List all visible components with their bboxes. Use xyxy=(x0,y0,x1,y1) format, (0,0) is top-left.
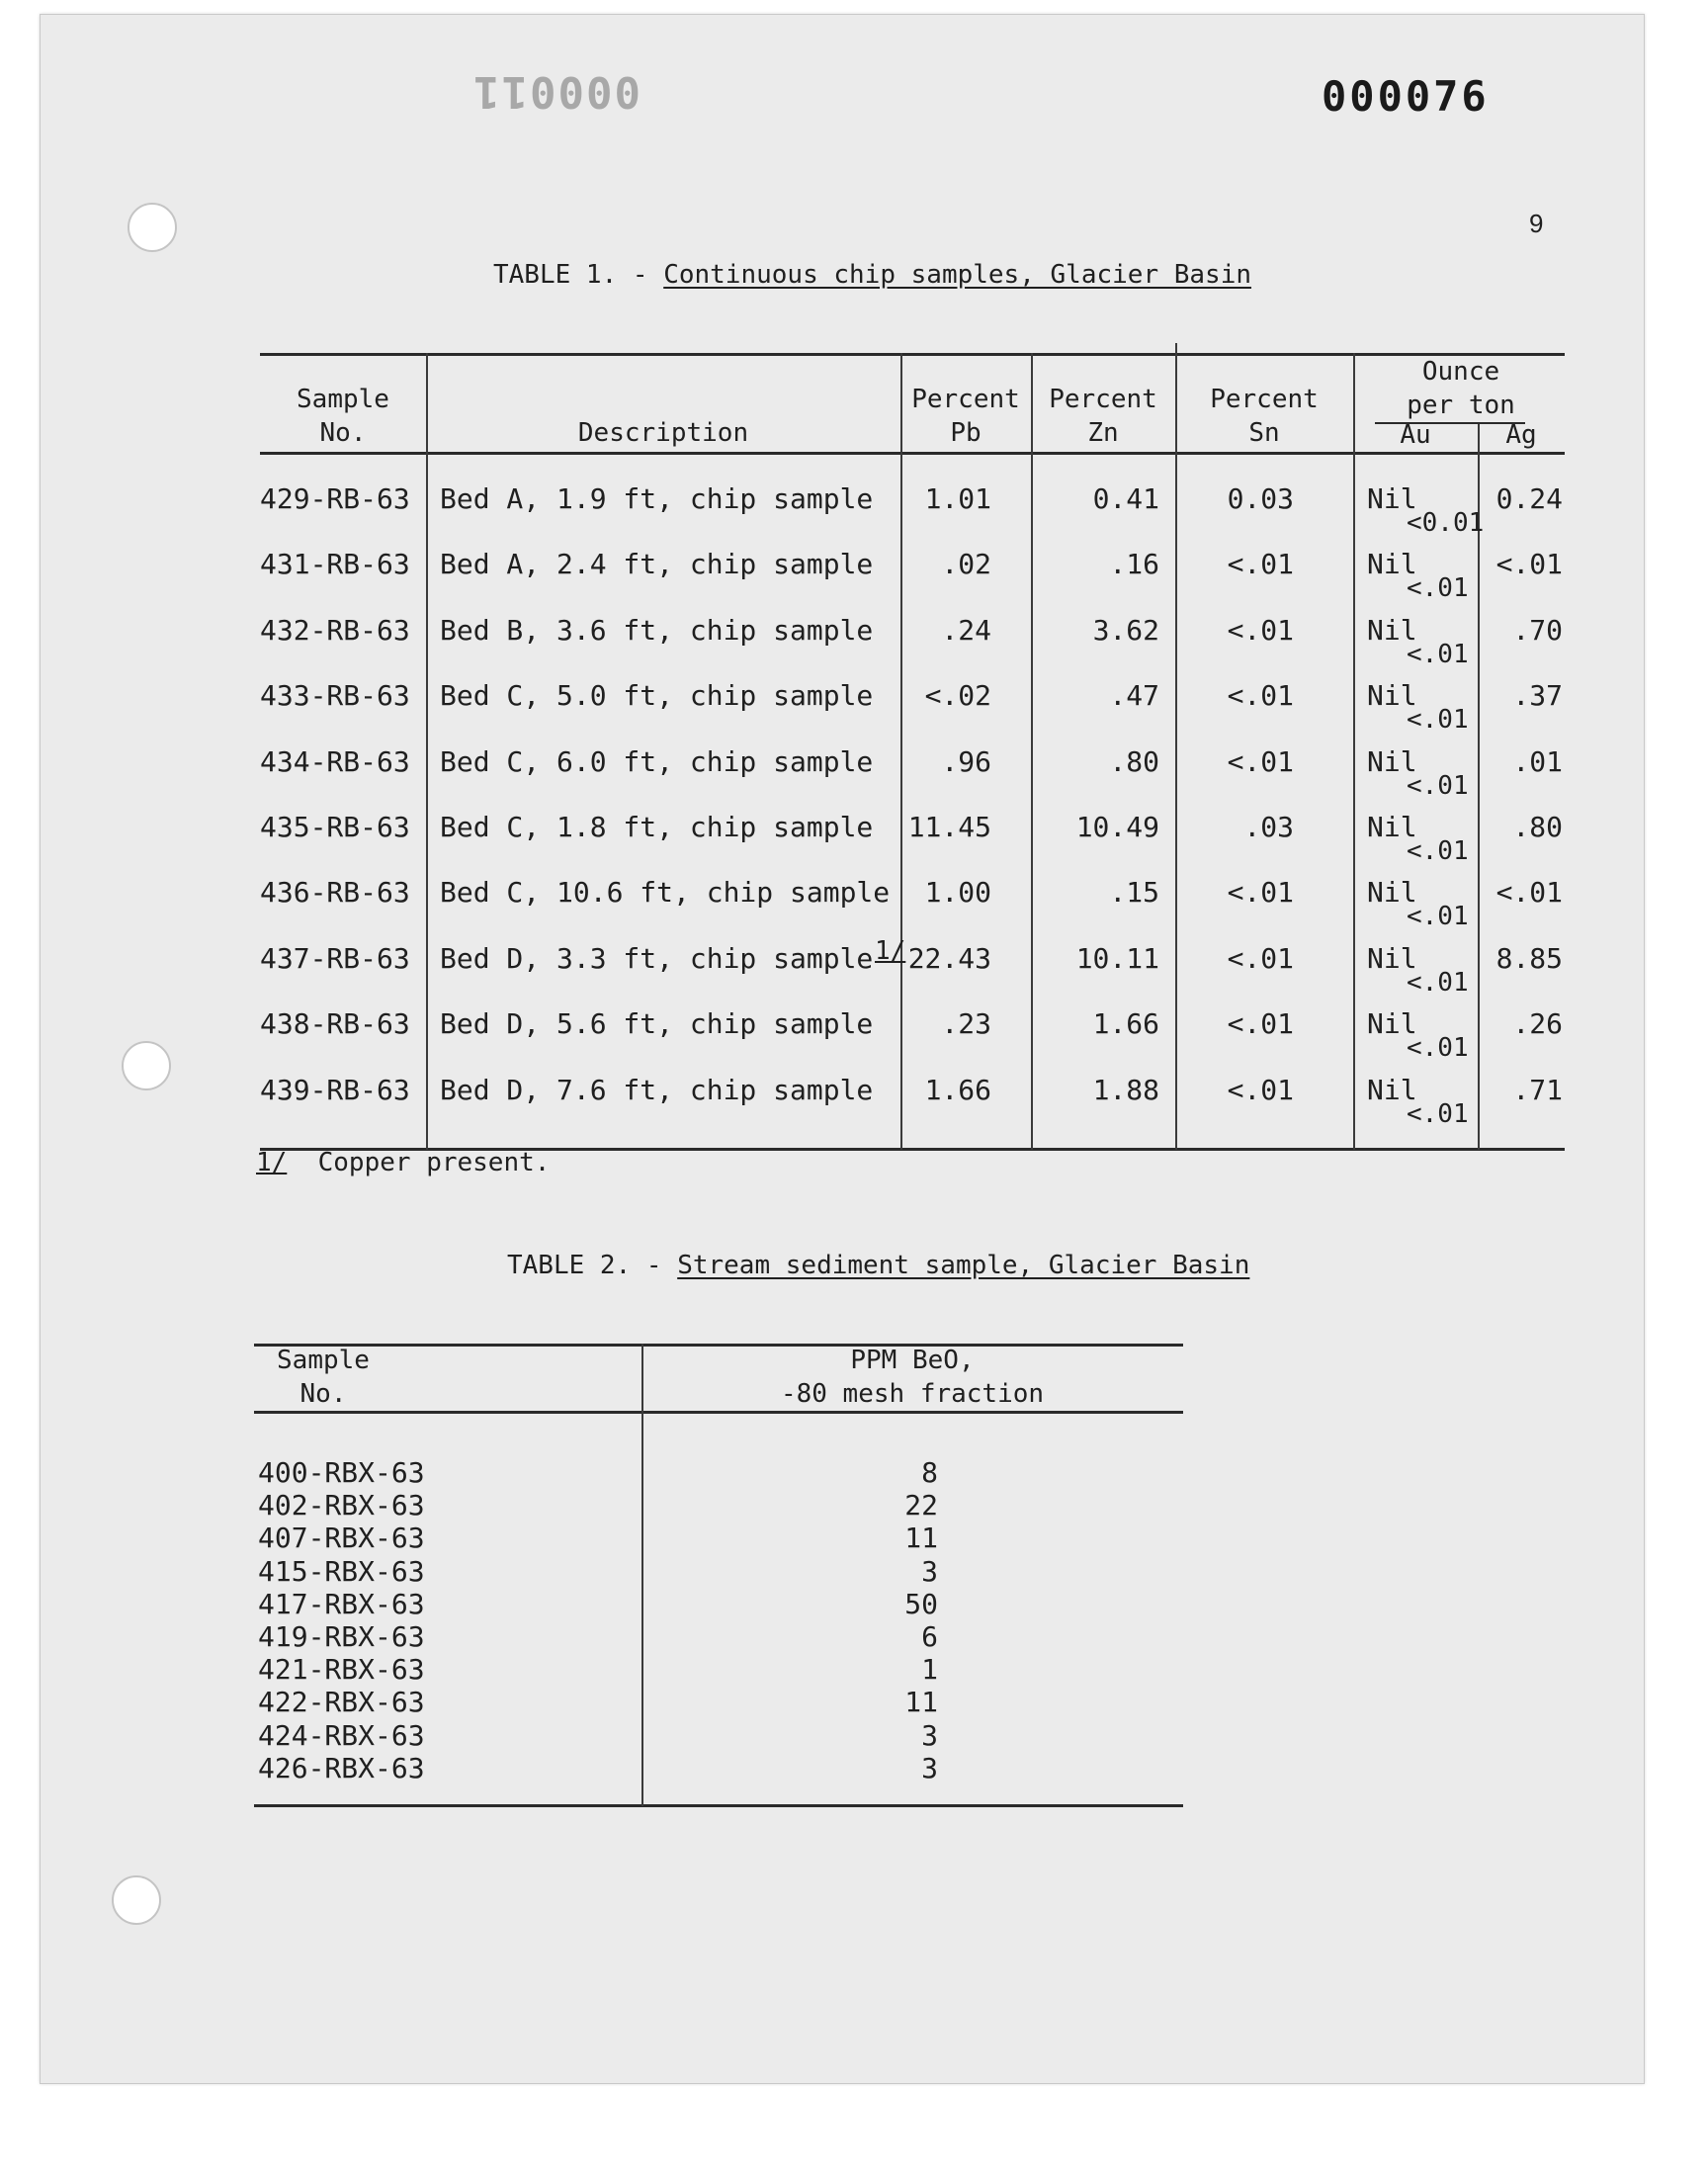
table2-col-divider xyxy=(641,1344,643,1806)
table2-cell-ppm: 11 xyxy=(904,1686,938,1719)
table2-cell-sample: 417-RBX-63 xyxy=(258,1587,425,1620)
page-stamp: 000076 xyxy=(1322,72,1490,121)
table1-cell-zn: 10.11 xyxy=(1075,941,1159,975)
table1-cell-au: Nil xyxy=(1367,811,1417,843)
table2-cell-sample: 400-RBX-63 xyxy=(258,1456,425,1489)
table1-cell-au-threshold: <.01 xyxy=(1407,639,1469,669)
page-number: 9 xyxy=(1529,209,1544,238)
table1-cell-sn: 0.03 xyxy=(1227,482,1294,515)
table2-cell-ppm: 22 xyxy=(904,1489,938,1522)
table2-cell-sample: 419-RBX-63 xyxy=(258,1620,425,1653)
table1-cell-pb: 22.43 xyxy=(907,941,991,975)
table1-cell-au: Nil xyxy=(1367,744,1417,778)
table1-cell-ag: <.01 xyxy=(1495,548,1563,581)
table1-cell-sn: <.01 xyxy=(1227,679,1294,713)
table1-cell-sn: <.01 xyxy=(1227,1007,1294,1041)
table1-cell-au-threshold: <.01 xyxy=(1407,1033,1469,1064)
binder-hole-top xyxy=(128,203,177,252)
table1-cell-sample: 434-RB-63 xyxy=(260,744,410,778)
table1-cell-ag: .26 xyxy=(1512,1007,1563,1041)
table1-cell-au: Nil xyxy=(1367,613,1417,647)
table1-cell-au-threshold: <.01 xyxy=(1407,967,1469,998)
table1-title-prefix: TABLE 1. - xyxy=(493,260,664,290)
table1 xyxy=(260,353,1565,1152)
table1-cell-description: Bed A, 1.9 ft, chip sample xyxy=(440,482,874,515)
table1-cell-au-threshold: <.01 xyxy=(1407,770,1469,801)
table1-cell-pb: .02 xyxy=(941,548,991,581)
table1-cell-sample: 431-RB-63 xyxy=(260,548,410,581)
table2-header-ppm: PPM BeO, -80 mesh fraction xyxy=(780,1346,1045,1409)
table2-cell-sample: 402-RBX-63 xyxy=(258,1489,425,1522)
table2-cell-sample: 421-RBX-63 xyxy=(258,1653,425,1687)
table1-cell-description: Bed D, 7.6 ft, chip sample xyxy=(440,1073,874,1106)
table1-cell-pb: 1.00 xyxy=(924,876,991,910)
table1-header-sample: Sample No. xyxy=(297,385,389,448)
table1-cell-ag: .71 xyxy=(1512,1073,1563,1106)
table1-footnote xyxy=(256,1148,550,1177)
table1-title xyxy=(493,260,1251,290)
table1-cell-description: Bed C, 1.8 ft, chip sample xyxy=(440,811,874,843)
table1-cell-description: Bed C, 10.6 ft, chip sample xyxy=(440,876,891,910)
table1-cell-au: Nil xyxy=(1367,941,1417,975)
table1-cell-au-threshold: <.01 xyxy=(1407,705,1469,736)
table2-cell-sample: 422-RBX-63 xyxy=(258,1686,425,1719)
table1-cell-sample: 436-RB-63 xyxy=(260,876,410,910)
table1-header-description: Description xyxy=(577,418,749,448)
document-page xyxy=(40,14,1645,2084)
table1-cell-pb: .23 xyxy=(941,1007,991,1041)
table2-cell-ppm: 3 xyxy=(921,1718,938,1752)
table1-cell-zn: 1.66 xyxy=(1092,1007,1159,1041)
table1-cell-sn: .03 xyxy=(1243,811,1294,843)
table1-cell-au: Nil xyxy=(1367,548,1417,581)
table2-title-prefix: TABLE 2. - xyxy=(507,1251,678,1280)
table1-cell-au-threshold: <.01 xyxy=(1407,836,1469,866)
table1-cell-zn: .80 xyxy=(1109,744,1159,778)
table1-cell-sample: 438-RB-63 xyxy=(260,1007,410,1041)
table1-cell-description: Bed A, 2.4 ft, chip sample xyxy=(440,548,874,581)
table1-cell-au-threshold: <.01 xyxy=(1407,1098,1469,1129)
table1-cell-sn: <.01 xyxy=(1227,613,1294,647)
table1-cell-description: Bed D, 5.6 ft, chip sample xyxy=(440,1007,874,1041)
table1-cell-zn: .16 xyxy=(1109,548,1159,581)
table1-cell-au: Nil xyxy=(1367,876,1417,910)
table2-header-rule xyxy=(254,1411,1183,1414)
faded-page-stamp: 000011 xyxy=(471,66,640,117)
table2-title-main: Stream sediment sample, Glacier Basin xyxy=(677,1251,1250,1280)
footnote-mark: 1/ xyxy=(256,1148,288,1177)
table2-title xyxy=(507,1251,1249,1280)
table1-cell-ag: .80 xyxy=(1512,811,1563,843)
table1-cell-sn: <.01 xyxy=(1227,744,1294,778)
binder-hole-bottom xyxy=(112,1875,161,1925)
table1-col-divider xyxy=(426,353,428,1150)
table1-cell-zn: 3.62 xyxy=(1092,613,1159,647)
table1-header-au: Au xyxy=(1400,420,1431,450)
table1-cell-zn: .15 xyxy=(1109,876,1159,910)
table1-cell-sn: <.01 xyxy=(1227,548,1294,581)
table1-cell-description: Bed C, 6.0 ft, chip sample xyxy=(440,744,874,778)
table1-cell-ag: .37 xyxy=(1512,679,1563,713)
table1-header-sn: Percent Sn xyxy=(1210,385,1319,448)
table1-cell-sn: <.01 xyxy=(1227,876,1294,910)
table1-cell-description: Bed D, 3.3 ft, chip sample xyxy=(440,941,874,975)
table1-cell-sn: <.01 xyxy=(1227,941,1294,975)
binder-hole-middle xyxy=(122,1041,171,1090)
table1-cell-au: Nil xyxy=(1367,679,1417,713)
table1-header-ounce-per-ton: Ounce per ton xyxy=(1407,357,1515,420)
table1-cell-pb: 1.01 xyxy=(924,482,991,515)
table1-cell-description: Bed B, 3.6 ft, chip sample xyxy=(440,613,874,647)
table1-cell-au-threshold: <.01 xyxy=(1407,902,1469,932)
table2-cell-ppm: 8 xyxy=(921,1456,938,1489)
table2-cell-ppm: 50 xyxy=(904,1587,938,1620)
table2-cell-ppm: 11 xyxy=(904,1522,938,1555)
table1-cell-au-threshold: <0.01 xyxy=(1407,508,1485,538)
table1-cell-zn: .47 xyxy=(1109,679,1159,713)
table2-cell-ppm: 3 xyxy=(921,1751,938,1784)
table2-cell-sample: 426-RBX-63 xyxy=(258,1751,425,1784)
table1-cell-sample: 437-RB-63 xyxy=(260,941,410,975)
table1-cell-au-threshold: <.01 xyxy=(1407,573,1469,604)
table1-cell-sample: 435-RB-63 xyxy=(260,811,410,843)
table1-cell-pb: 11.45 xyxy=(907,811,991,843)
table1-cell-au: Nil xyxy=(1367,482,1417,515)
table1-title-main: Continuous chip samples, Glacier Basin xyxy=(663,260,1252,290)
table1-header-zn: Percent Zn xyxy=(1049,385,1157,448)
table1-cell-sample: 429-RB-63 xyxy=(260,482,410,515)
table2-cell-ppm: 3 xyxy=(921,1554,938,1588)
table1-cell-ag: .70 xyxy=(1512,613,1563,647)
table1-header-ag: Ag xyxy=(1505,420,1537,450)
table1-cell-note: 1/ xyxy=(875,935,906,966)
table1-cell-au: Nil xyxy=(1367,1007,1417,1041)
table1-col-divider xyxy=(1353,353,1355,1150)
table1-header-pb: Percent Pb xyxy=(911,385,1020,448)
table1-cell-pb: 1.66 xyxy=(924,1073,991,1106)
table1-cell-sample: 439-RB-63 xyxy=(260,1073,410,1106)
table2-bottom-rule xyxy=(254,1804,1183,1807)
table2-cell-ppm: 1 xyxy=(921,1653,938,1687)
footnote-text: Copper present. xyxy=(317,1148,551,1177)
table1-cell-ag: 8.85 xyxy=(1495,941,1563,975)
table1-header-rule xyxy=(260,452,1565,455)
table1-cell-sample: 432-RB-63 xyxy=(260,613,410,647)
table1-cell-ag: <.01 xyxy=(1495,876,1563,910)
table2-cell-ppm: 6 xyxy=(921,1620,938,1653)
table1-cell-ag: 0.24 xyxy=(1495,482,1563,515)
table2-cell-sample: 415-RBX-63 xyxy=(258,1554,425,1588)
table1-cell-zn: 10.49 xyxy=(1075,811,1159,843)
table1-cell-sn: <.01 xyxy=(1227,1073,1294,1106)
table1-cell-sample: 433-RB-63 xyxy=(260,679,410,713)
table1-cell-description: Bed C, 5.0 ft, chip sample xyxy=(440,679,874,713)
table1-cell-pb: .24 xyxy=(941,613,991,647)
table2-cell-sample: 424-RBX-63 xyxy=(258,1718,425,1752)
table1-cell-pb: .96 xyxy=(941,744,991,778)
table2-cell-sample: 407-RBX-63 xyxy=(258,1522,425,1555)
table1-cell-ag: .01 xyxy=(1512,744,1563,778)
table1-cell-pb: <.02 xyxy=(924,679,991,713)
table2 xyxy=(254,1344,1183,1808)
table2-header-sample: Sample No. xyxy=(277,1346,370,1409)
table1-cell-au: Nil xyxy=(1367,1073,1417,1106)
table1-cell-zn: 1.88 xyxy=(1092,1073,1159,1106)
table1-cell-zn: 0.41 xyxy=(1092,482,1159,515)
